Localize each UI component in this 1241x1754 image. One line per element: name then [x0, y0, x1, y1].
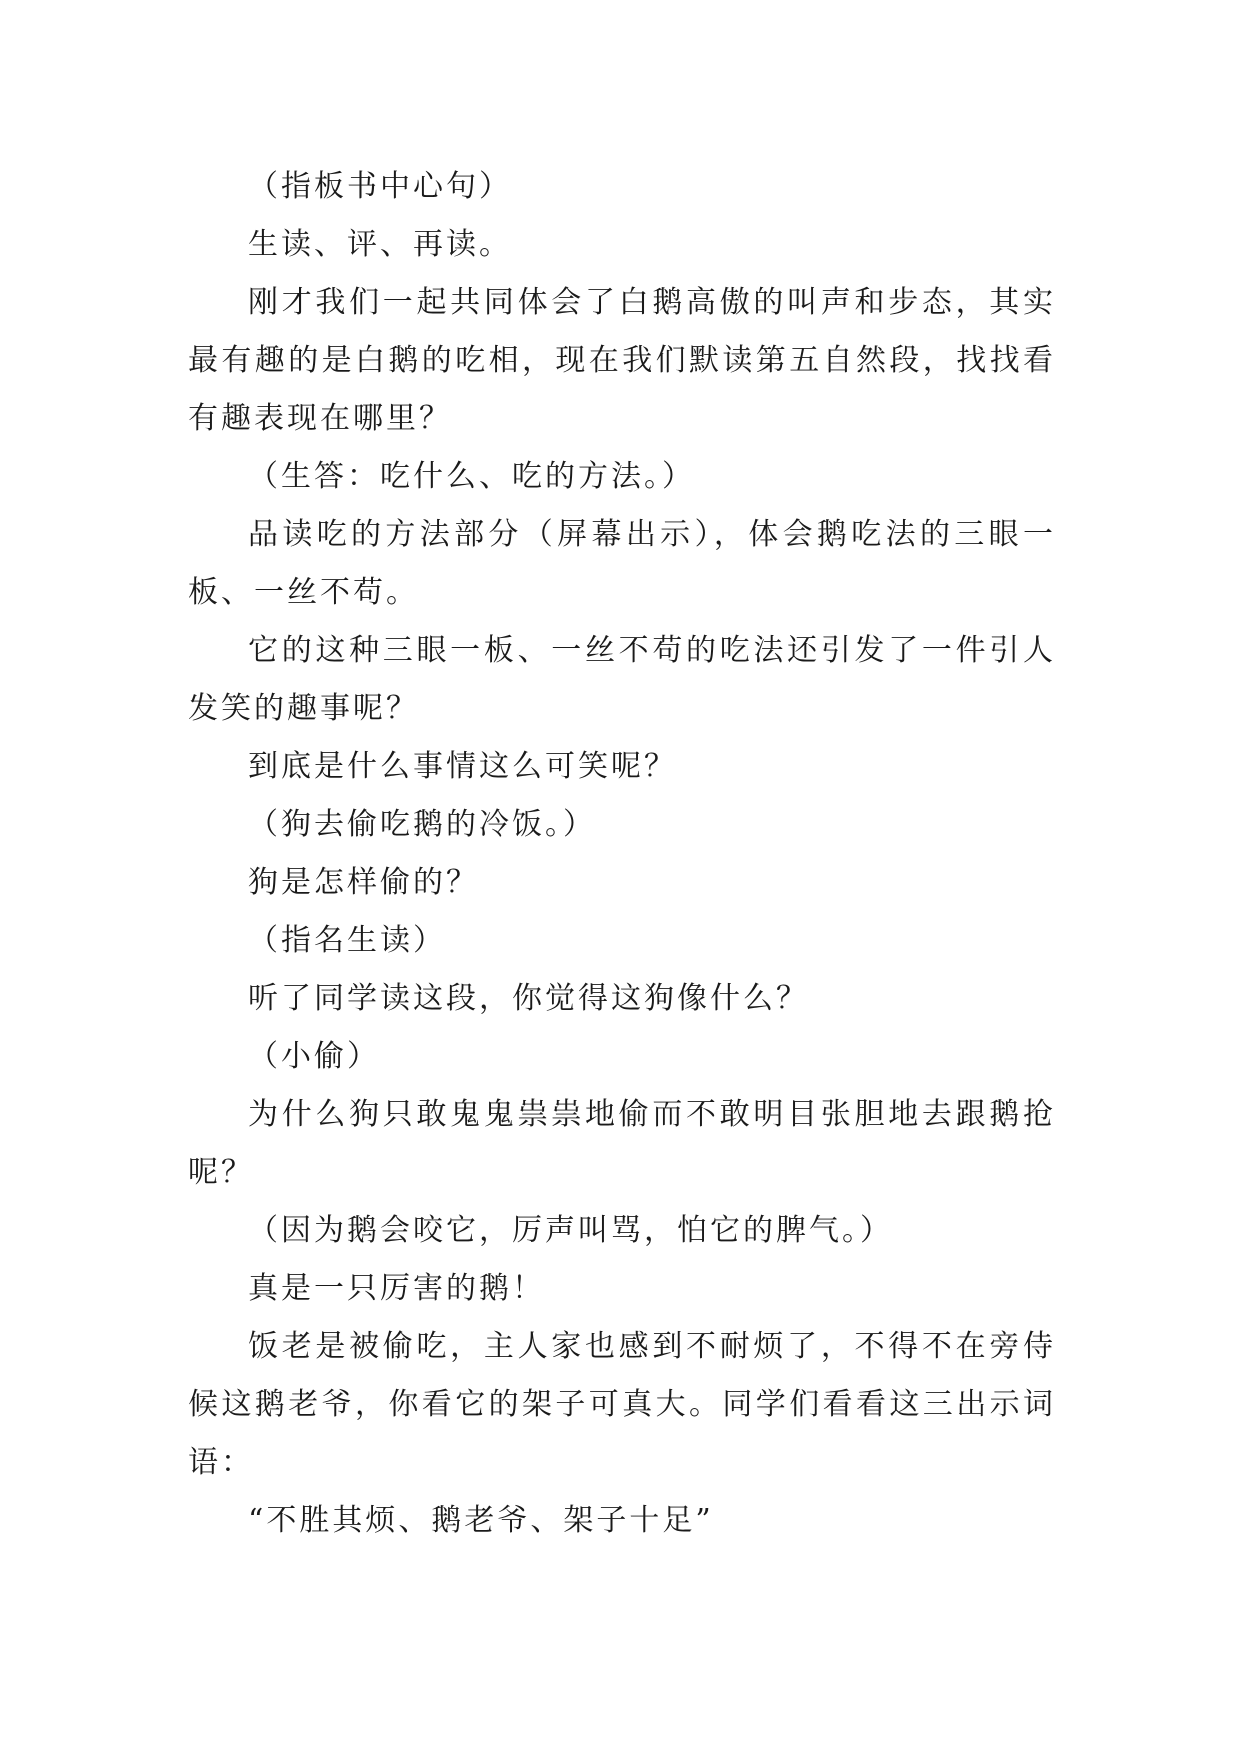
paragraph-1: （指板书中心句）: [248, 169, 512, 204]
paragraph-5: 品读吃的方法部分（屏幕出示），体会鹅吃法的三眼一板、一丝不苟。: [188, 517, 1056, 610]
document-body: [188, 158, 1056, 1550]
paragraph-17: “不胜其烦、鹅老爷、架子十足”: [248, 1503, 714, 1538]
paragraph-15: 真是一只厉害的鹅！: [248, 1271, 545, 1306]
paragraph-16: 饭老是被偷吃，主人家也感到不耐烦了，不得不在旁侍候这鹅老爷，你看它的架子可真大。同学们看看这三出示词语：: [188, 1329, 1056, 1480]
paragraph-6: 它的这种三眼一板、一丝不苟的吃法还引发了一件引人发笑的趣事呢？: [188, 633, 1056, 726]
paragraph-11: 听了同学读这段，你觉得这狗像什么？: [248, 981, 809, 1016]
paragraph-14: （因为鹅会咬它，厉声叫骂，怕它的脾气。）: [248, 1213, 893, 1248]
paragraph-8: （狗去偷吃鹅的冷饭。）: [248, 807, 596, 842]
paragraph-12: （小偷）: [248, 1039, 380, 1074]
paragraph-9: 狗是怎样偷的？: [248, 865, 479, 900]
paragraph-4: （生答：吃什么、吃的方法。）: [248, 459, 695, 494]
paragraph-2: 生读、评、再读。: [248, 227, 512, 262]
paragraph-7: 到底是什么事情这么可笑呢？: [248, 749, 677, 784]
paragraph-13: 为什么狗只敢鬼鬼祟祟地偷而不敢明目张胆地去跟鹅抢呢？: [188, 1097, 1056, 1190]
paragraph-10: （指名生读）: [248, 923, 446, 958]
paragraph-3: 刚才我们一起共同体会了白鹅高傲的叫声和步态，其实最有趣的是白鹅的吃相，现在我们默读第五自然段，找找看有趣表现在哪里？: [188, 285, 1056, 436]
